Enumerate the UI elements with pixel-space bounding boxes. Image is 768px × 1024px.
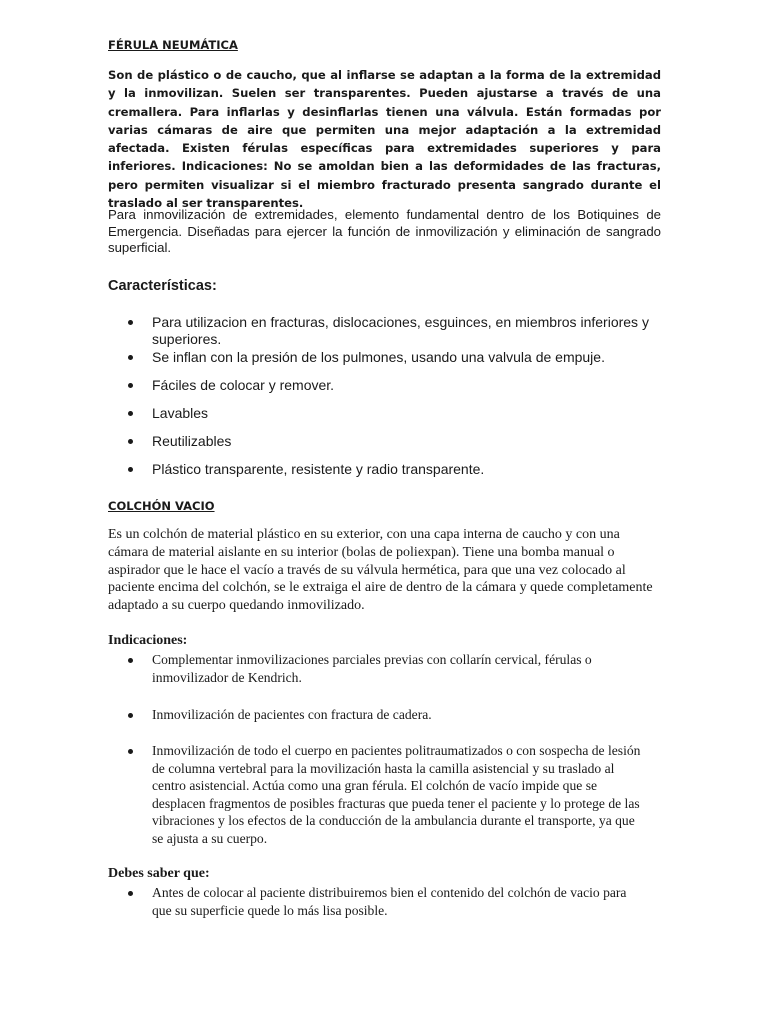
bullet-icon — [128, 467, 133, 472]
characteristics-heading: Características: — [108, 278, 217, 294]
ferula-description: Son de plástico o de caucho, que al inflarse se adaptan a la forma de la extremidad y la inmovilizan. Suelen ser transparentes. Pueden ajustarse a través de una cremallera. Para inflarlas y desinflarlas tienen una válvula. Están formadas por varias cámaras de aire que permiten una mejor adaptación a la extremidad afectada. Existen férulas específicas para extremidades superiores y para inferiores. Indicaciones: No se amoldan bien a las deformidades de las fracturas, pero permiten visualizar si el miembro fracturado presenta sangrado durante el traslado al ser transparentes. — [108, 68, 661, 211]
list-item-text: Inmovilización de pacientes con fractura de cadera. — [152, 707, 432, 722]
list-item-text: Inmovilización de todo el cuerpo en pacientes politraumatizados o con sospecha de lesión de columna vertebral para la movilización hasta la camilla asistencial y su traslado al centro asistencial. Actúa como una gran férula. El colchón de vacío impide que se desplacen fragmentos de posibles fracturas que pueda tener el paciente y lo protege de las vibraciones y los efectos de la conducción de la ambulancia durante el transporte, ya que se ajusta a su cuerpo. — [152, 743, 641, 846]
bullet-icon — [128, 713, 133, 718]
colchon-description: Es un colchón de material plástico en su exterior, con una capa interna de caucho y con una cámara de material aislante en su interior (bolas de poliexpan). Tiene una bomba manual o aspirador que le hace el vacío a través de su válvula hermética, para que una vez colocado al paciente encima del colchón, se le extraiga el aire de dentro de la cámara y quede completamente adaptado a su cuerpo quedando inmovilizado. — [108, 527, 653, 614]
section-title-colchon: COLCHÓN VACIO — [108, 499, 215, 513]
bullet-icon — [128, 749, 133, 754]
list-item-text: Reutilizables — [152, 433, 232, 449]
section-title-ferula: FÉRULA NEUMÁTICA — [108, 38, 238, 52]
list-item-text: Lavables — [152, 405, 209, 421]
list-item-text: Se inflan con la presión de los pulmones, usando una valvula de empuje. — [152, 349, 605, 365]
list-item-text: Plástico transparente, resistente y radio transparente. — [152, 461, 485, 477]
bullet-icon — [128, 320, 133, 325]
ferula-intro: Para inmovilización de extremidades, elemento fundamental dentro de los Botiquines de Emergencia. Diseñadas para ejercer la función de inmovilización y eliminación de sangrado superficial. — [108, 207, 661, 255]
list-item-text: Antes de colocar al paciente distribuiremos bien el contenido del colchón de vacio para que su superficie quede lo más lisa posible. — [152, 885, 627, 918]
bullet-icon — [128, 355, 133, 360]
bullet-icon — [128, 658, 133, 663]
know-heading: Debes saber que: — [108, 866, 210, 881]
bullet-icon — [128, 383, 133, 388]
bullet-icon — [128, 891, 133, 896]
bullet-icon — [128, 411, 133, 416]
indications-heading: Indicaciones: — [108, 633, 188, 648]
list-item-text: Fáciles de colocar y remover. — [152, 377, 335, 393]
bullet-icon — [128, 439, 133, 444]
list-item-text: Complementar inmovilizaciones parciales previas con collarín cervical, férulas o inmovilizador de Kendrich. — [152, 652, 592, 685]
list-item-text: Para utilizacion en fracturas, dislocaciones, esguinces, en miembros inferiores y superiores. — [152, 314, 649, 347]
